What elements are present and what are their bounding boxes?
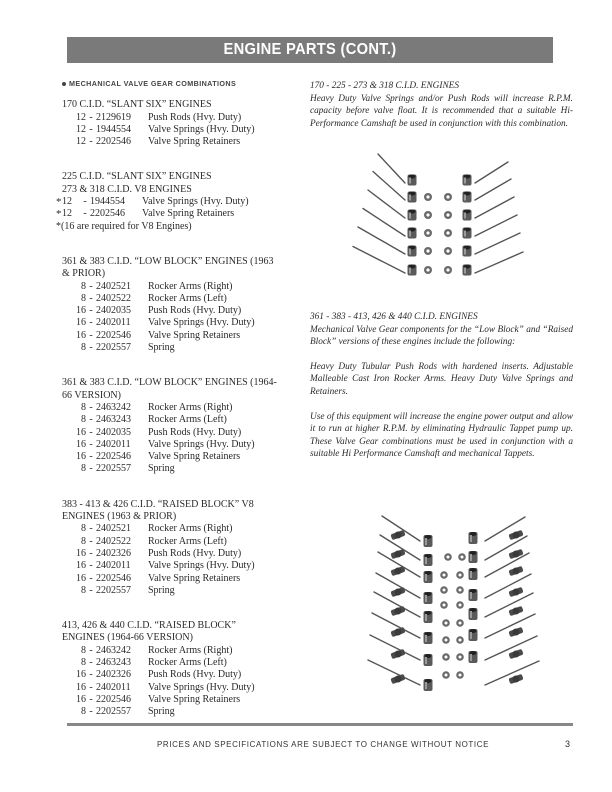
separator-dash: - <box>89 317 93 329</box>
valve-spring-highlight <box>464 195 466 201</box>
part-description: Rocker Arms (Right) <box>148 644 233 656</box>
part-quantity: 16 <box>76 438 86 450</box>
part-quantity: 8 <box>81 401 86 413</box>
part-number: 2202557 <box>96 706 131 718</box>
asterisk-marker: * <box>56 196 62 209</box>
part-quantity: 16 <box>76 426 86 438</box>
part-description: Valve Spring Retainers <box>148 693 241 705</box>
separator-dash: - <box>89 535 93 547</box>
part-description: Push Rods (Hvy. Duty) <box>148 669 242 681</box>
page-header-bar <box>67 37 553 63</box>
part-quantity: 8 <box>81 535 86 547</box>
retainer-hole <box>446 195 449 198</box>
engine-block-title: & PRIOR) <box>62 268 106 280</box>
part-row <box>62 330 302 342</box>
retainer-hole <box>442 573 445 576</box>
valve-spring-highlight <box>409 231 411 237</box>
part-description: Rocker Arms (Left) <box>148 535 227 547</box>
valve-spring-highlight <box>425 657 427 664</box>
part-description: Valve Spring Retainers <box>148 329 241 341</box>
valve-spring-highlight <box>470 535 472 542</box>
part-number: 2463242 <box>96 401 131 413</box>
part-description: Rocker Arms (Left) <box>148 656 227 668</box>
part-number: 2202557 <box>96 342 131 354</box>
part-description: Valve Springs (Hvy. Duty) <box>148 681 255 693</box>
retainer-hole <box>446 213 449 216</box>
retainer-hole <box>458 655 461 658</box>
part-quantity: 16 <box>76 451 86 463</box>
part-quantity: 12 <box>62 208 72 220</box>
retainer-hole <box>446 231 449 234</box>
push-rod <box>485 536 527 560</box>
retainer-hole <box>446 268 449 271</box>
valve-gear-photo-small-block <box>345 150 545 285</box>
engine-block-title: 66 VERSION) <box>62 389 121 401</box>
part-quantity: 8 <box>81 342 86 354</box>
part-description: Push Rods (Hvy. Duty) <box>148 547 242 559</box>
separator-dash: - <box>89 401 93 413</box>
section1-title: 170 - 225 - 273 & 318 C.I.D. ENGINES <box>310 81 459 91</box>
part-description: Spring <box>148 342 175 354</box>
part-row <box>62 427 302 439</box>
retainer-hole <box>444 655 447 658</box>
separator-dash: - <box>89 426 93 438</box>
retainer-hole <box>442 588 445 591</box>
section2-para3: Use of this equipment will increase the engine power output and allow it to run at higher R.P.M. by eliminating Hydraulic Tappet pump up. These Valve Gear combinations must be used in conjunction with a suitable Hi Performance Camshaft and mechanical Tappets. <box>310 411 573 460</box>
valve-spring-highlight <box>409 195 411 201</box>
valve-spring-highlight <box>470 554 472 561</box>
valve-spring-highlight <box>409 178 411 184</box>
part-number: 2402521 <box>96 523 131 535</box>
part-row <box>62 112 302 124</box>
push-rod <box>475 252 523 273</box>
part-row <box>62 414 302 426</box>
part-number: 2202546 <box>96 136 131 148</box>
part-row <box>62 694 302 706</box>
valve-spring-highlight <box>464 268 466 274</box>
part-row <box>62 451 302 463</box>
rocker-arm-pivot <box>395 608 402 615</box>
retainer-hole <box>426 195 429 198</box>
part-description: Spring <box>148 584 175 596</box>
part-number: 2202546 <box>96 572 131 584</box>
right-column-section2 <box>310 311 573 473</box>
engine-block-title: 413, 426 & 440 C.I.D. “RAISED BLOCK” <box>62 620 236 632</box>
part-quantity: 16 <box>76 547 86 559</box>
engine-blocks-list <box>56 99 302 718</box>
part-number: 2202557 <box>96 584 131 596</box>
separator-dash: - <box>89 280 93 292</box>
page-title: ENGINE PARTS (CONT.) <box>223 41 397 58</box>
section2-title: 361 - 383 - 413, 426 & 440 C.I.D. ENGINES <box>310 312 478 322</box>
valve-spring-highlight <box>425 682 427 689</box>
part-quantity: 16 <box>76 693 86 705</box>
part-row <box>62 317 302 329</box>
part-description: Valve Springs (Hvy. Duty) <box>148 560 255 572</box>
part-row <box>62 439 302 451</box>
retainer-hole <box>458 621 461 624</box>
part-quantity: 16 <box>76 317 86 329</box>
separator-dash: - <box>89 329 93 341</box>
push-rod <box>382 516 420 541</box>
retainer-hole <box>446 555 449 558</box>
part-description: Push Rods (Hvy. Duty) <box>148 305 242 317</box>
part-description: Valve Spring Retainers <box>142 208 235 220</box>
part-number: 2402011 <box>96 681 131 693</box>
part-number: 2402521 <box>96 280 131 292</box>
separator-dash: - <box>83 208 87 220</box>
part-description: Rocker Arms (Right) <box>148 280 233 292</box>
part-row <box>62 560 302 572</box>
retainer-hole <box>444 673 447 676</box>
block-note: *(16 are required for V8 Engines) <box>56 220 192 232</box>
part-description: Valve Springs (Hvy. Duty) <box>148 317 255 329</box>
footer-divider <box>67 723 573 726</box>
rocker-arm-pivot <box>395 651 402 658</box>
push-rod <box>485 593 533 617</box>
separator-dash: - <box>89 136 93 148</box>
part-number: 2402011 <box>96 438 131 450</box>
separator-dash: - <box>89 123 93 135</box>
part-description: Valve Springs (Hvy. Duty) <box>142 196 249 208</box>
separator-dash: - <box>89 644 93 656</box>
valve-spring-highlight <box>470 592 472 599</box>
retainer-hole <box>458 673 461 676</box>
part-number: 2402035 <box>96 426 131 438</box>
part-row <box>62 585 302 597</box>
part-number: 2129619 <box>96 111 131 123</box>
valve-spring-highlight <box>425 557 427 564</box>
part-quantity: 8 <box>81 280 86 292</box>
valve-spring-highlight <box>464 213 466 219</box>
rocker-arm-pivot <box>513 676 520 683</box>
part-description: Valve Springs (Hvy. Duty) <box>148 123 255 135</box>
part-quantity: 8 <box>81 414 86 426</box>
part-quantity: 16 <box>76 560 86 572</box>
separator-dash: - <box>89 584 93 596</box>
rocker-arm-pivot <box>395 568 402 575</box>
part-description: Spring <box>148 706 175 718</box>
rocker-arm-pivot <box>395 551 402 558</box>
asterisk-marker: * <box>56 208 62 221</box>
retainer-hole <box>426 231 429 234</box>
valve-spring-highlight <box>470 611 472 618</box>
engine-block-title: ENGINES (1963 & PRIOR) <box>62 511 177 523</box>
part-quantity: 8 <box>81 584 86 596</box>
page-number: 3 <box>565 739 571 749</box>
engine-block <box>62 256 302 354</box>
part-quantity: 8 <box>81 706 86 718</box>
rocker-arm-pivot <box>395 629 402 636</box>
section2-para2: Heavy Duty Tubular Push Rods with hardened inserts. Adjustable Malleable Cast Iron Rocker Arms. Heavy Duty Valve Springs and Retainers. <box>310 361 573 397</box>
part-quantity: 8 <box>81 523 86 535</box>
valve-spring-highlight <box>425 538 427 545</box>
rocker-arm-pivot <box>513 589 520 596</box>
part-row <box>62 136 302 148</box>
part-row <box>62 293 302 305</box>
part-row <box>62 669 302 681</box>
part-row <box>62 463 302 475</box>
separator-dash: - <box>89 681 93 693</box>
part-row <box>62 645 302 657</box>
separator-dash: - <box>89 451 93 463</box>
separator-dash: - <box>89 523 93 535</box>
retainer-hole <box>446 249 449 252</box>
part-number: 2402522 <box>96 535 131 547</box>
engine-block <box>62 499 302 597</box>
part-quantity: 16 <box>76 329 86 341</box>
engine-block-title: 273 & 318 C.I.D. V8 ENGINES <box>62 183 192 195</box>
rocker-arm-pivot <box>513 551 520 558</box>
valve-spring-highlight <box>425 614 427 621</box>
valve-spring-highlight <box>464 178 466 184</box>
separator-dash: - <box>89 414 93 426</box>
part-quantity: 12 <box>76 136 86 148</box>
valve-spring-highlight <box>425 595 427 602</box>
separator-dash: - <box>89 547 93 559</box>
part-quantity: 8 <box>81 292 86 304</box>
push-rod <box>373 172 405 201</box>
valve-gear-photo-big-block <box>360 505 550 705</box>
part-description: Push Rods (Hvy. Duty) <box>148 426 242 438</box>
push-rod <box>485 574 531 598</box>
part-description: Spring <box>148 463 175 475</box>
part-description: Rocker Arms (Right) <box>148 401 233 413</box>
separator-dash: - <box>89 342 93 354</box>
section1-text: Heavy Duty Valve Springs and/or Push Rods will increase R.P.M. capacity before valve float. It is recommended that a suitable Hi-Performance Camshaft be used in conjunction with this combination. <box>310 93 573 129</box>
engine-block-title: 361 & 383 C.I.D. “LOW BLOCK” ENGINES (1963 <box>62 255 274 267</box>
valve-spring-highlight <box>470 632 472 639</box>
valve-spring-highlight <box>470 571 472 578</box>
separator-dash: - <box>89 463 93 475</box>
part-row <box>62 573 302 585</box>
engine-block <box>62 620 302 718</box>
part-number: 2463243 <box>96 414 131 426</box>
valve-spring-highlight <box>409 268 411 274</box>
rocker-arm-pivot <box>395 589 402 596</box>
engine-block-title: 361 & 383 C.I.D. “LOW BLOCK” ENGINES (1964- <box>62 377 277 389</box>
separator-dash: - <box>89 305 93 317</box>
push-rod <box>475 179 511 200</box>
section-heading <box>62 78 302 90</box>
retainer-hole <box>426 249 429 252</box>
valve-spring-highlight <box>464 249 466 255</box>
section-heading-text: MECHANICAL VALVE GEAR COMBINATIONS <box>69 79 237 88</box>
retainer-hole <box>458 588 461 591</box>
push-rod <box>475 233 520 254</box>
push-rod <box>475 162 508 183</box>
retainer-hole <box>426 268 429 271</box>
push-rod <box>475 215 517 236</box>
separator-dash: - <box>89 560 93 572</box>
rocker-arm-pivot <box>513 651 520 658</box>
valve-spring-highlight <box>464 231 466 237</box>
part-number: 2202546 <box>90 208 125 220</box>
rocker-arm-pivot <box>513 629 520 636</box>
part-number: 2402326 <box>96 547 131 559</box>
part-description: Valve Springs (Hvy. Duty) <box>148 438 255 450</box>
engine-block-title: 170 C.I.D. “SLANT SIX” ENGINES <box>62 99 212 111</box>
part-quantity: 8 <box>81 463 86 475</box>
rocker-arm-pivot <box>513 532 520 539</box>
part-quantity: 12 <box>62 196 72 208</box>
part-quantity: 8 <box>81 644 86 656</box>
separator-dash: - <box>89 292 93 304</box>
engine-block <box>56 171 302 232</box>
retainer-hole <box>458 638 461 641</box>
part-quantity: 8 <box>81 656 86 668</box>
separator-dash: - <box>89 656 93 668</box>
part-row <box>62 523 302 535</box>
bullet-icon <box>62 82 66 86</box>
push-rod <box>485 517 525 541</box>
part-row <box>62 536 302 548</box>
part-quantity: 16 <box>76 305 86 317</box>
part-row <box>56 196 302 209</box>
rocker-arm-pivot <box>513 608 520 615</box>
part-number: 1944554 <box>90 196 125 208</box>
part-description: Push Rods (Hvy. Duty) <box>148 111 242 123</box>
engine-block-title: 225 C.I.D. “SLANT SIX” ENGINES <box>62 171 212 183</box>
retainer-hole <box>444 621 447 624</box>
rocker-arm-pivot <box>395 676 402 683</box>
valve-spring-highlight <box>409 213 411 219</box>
part-number: 2402011 <box>96 560 131 572</box>
part-quantity: 12 <box>76 111 86 123</box>
part-row <box>56 208 302 221</box>
part-description: Valve Spring Retainers <box>148 451 241 463</box>
separator-dash: - <box>89 438 93 450</box>
part-row <box>62 706 302 718</box>
part-number: 2402522 <box>96 292 131 304</box>
retainer-hole <box>442 603 445 606</box>
engine-block-title: 383 - 413 & 426 C.I.D. “RAISED BLOCK” V8 <box>62 498 254 510</box>
footer-notice: PRICES AND SPECIFICATIONS ARE SUBJECT TO CHANGE WITHOUT NOTICE <box>157 740 490 749</box>
part-number: 2402326 <box>96 669 131 681</box>
separator-dash: - <box>83 196 87 208</box>
rocker-arm-pivot <box>395 532 402 539</box>
push-rod <box>353 247 405 274</box>
retainer-hole <box>458 603 461 606</box>
rocker-arm-pivot <box>513 568 520 575</box>
valve-spring-highlight <box>425 574 427 581</box>
engine-block-title: ENGINES (1964-66 VERSION) <box>62 632 193 644</box>
part-description: Valve Spring Retainers <box>148 572 241 584</box>
part-number: 2463242 <box>96 644 131 656</box>
part-description: Rocker Arms (Left) <box>148 414 227 426</box>
engine-block <box>62 377 302 475</box>
left-column <box>56 78 302 718</box>
separator-dash: - <box>89 669 93 681</box>
engine-block <box>62 99 302 148</box>
part-description: Rocker Arms (Right) <box>148 523 233 535</box>
part-number: 2402011 <box>96 317 131 329</box>
part-number: 2202546 <box>96 329 131 341</box>
push-rod <box>475 197 514 218</box>
part-quantity: 16 <box>76 669 86 681</box>
part-quantity: 12 <box>76 123 86 135</box>
valve-spring-highlight <box>470 654 472 661</box>
part-row <box>62 548 302 560</box>
part-row <box>62 682 302 694</box>
retainer-hole <box>426 213 429 216</box>
separator-dash: - <box>89 693 93 705</box>
section2-text: Mechanical Valve Gear components for the “Low Block” and “Raised Block” versions of these engines include the following: <box>310 324 573 348</box>
part-number: 1944554 <box>96 123 131 135</box>
part-row <box>62 342 302 354</box>
valve-spring-highlight <box>409 249 411 255</box>
part-quantity: 16 <box>76 572 86 584</box>
retainer-hole <box>458 573 461 576</box>
right-column <box>310 80 573 142</box>
part-row <box>62 281 302 293</box>
part-number: 2202546 <box>96 451 131 463</box>
valve-spring-highlight <box>425 635 427 642</box>
separator-dash: - <box>89 572 93 584</box>
part-row <box>62 305 302 317</box>
separator-dash: - <box>89 111 93 123</box>
retainer-hole <box>460 555 463 558</box>
part-description: Valve Spring Retainers <box>148 136 241 148</box>
part-row <box>62 124 302 136</box>
part-number: 2463243 <box>96 656 131 668</box>
part-quantity: 16 <box>76 681 86 693</box>
retainer-hole <box>444 638 447 641</box>
part-row <box>62 657 302 669</box>
part-description: Rocker Arms (Left) <box>148 292 227 304</box>
part-number: 2202546 <box>96 693 131 705</box>
part-number: 2202557 <box>96 463 131 475</box>
part-row <box>62 402 302 414</box>
separator-dash: - <box>89 706 93 718</box>
part-number: 2402035 <box>96 305 131 317</box>
